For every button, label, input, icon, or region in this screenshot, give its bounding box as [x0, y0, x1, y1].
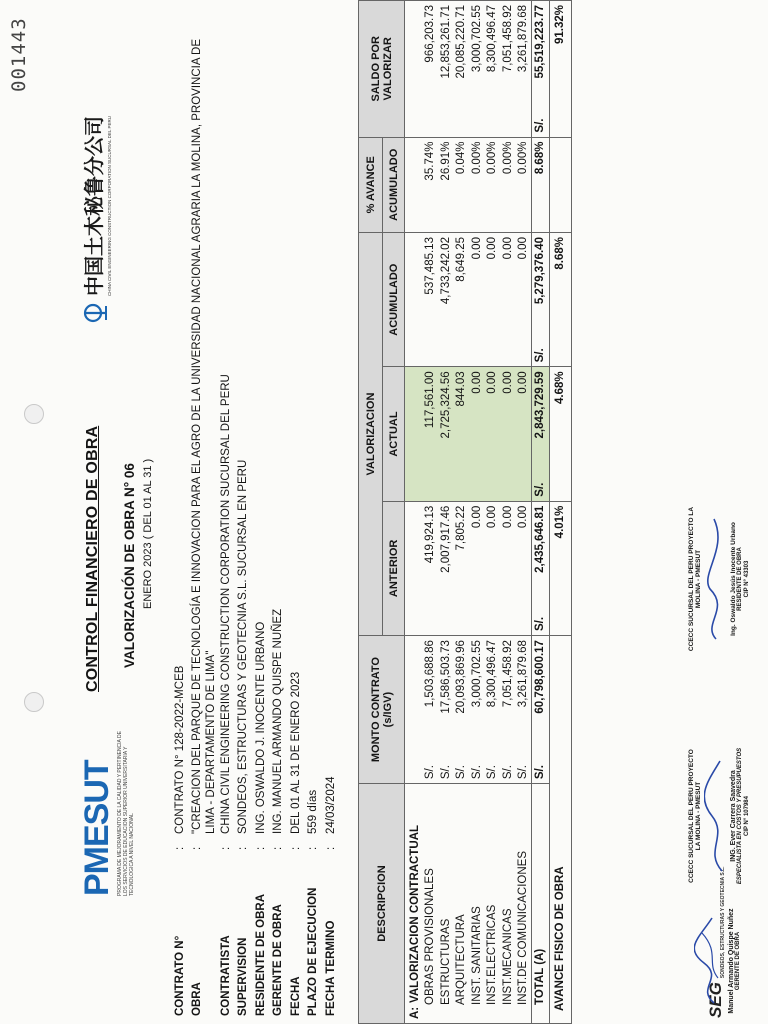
signature-gerente: Manuel Armando Quispe Nuñez GERENTE DE OBRA — [728, 906, 742, 1016]
info-value: 24/03/2024 — [324, 776, 337, 834]
header-anterior: ANTERIOR — [383, 501, 405, 635]
header-acumulado: ACUMULADO — [383, 233, 405, 367]
header-monto: MONTO CONTRATO (s/IGV) — [359, 636, 405, 784]
header-valorizacion: VALORIZACION — [359, 233, 383, 636]
header-saldo: SALDO POR VALORIZAR — [359, 1, 405, 138]
table-row: INST.DE COMUNICACIONES S/. 3,261,879.68 0.00 0.00 0.00 0.00% 3,261,879.68 — [516, 1, 532, 1024]
section-label: A:VALORIZACION CONTRACTUAL — [405, 784, 424, 1024]
info-row-plazo: PLAZO DE EJECUCION : 559 días — [305, 16, 323, 1016]
info-label: RESIDENTE DE OBRA — [254, 893, 267, 1016]
info-value: 559 días — [307, 789, 319, 834]
cce-logo-english: CHINA CIVIL ENGINEERING CONSTRUCTION CORPORATION SUCURSAL DEL PERU — [107, 116, 112, 296]
document-number: 001443 — [8, 17, 30, 92]
table-row: ARQUITECTURA S/. 20,093,869.96 7,805.22 844.03 8,649.25 0.04% 20,085,220.71 — [454, 1, 470, 1024]
info-value: ING. MANUEL ARMANDO QUISPE NUÑEZ — [272, 608, 284, 834]
pmesut-logo-word: PMESUT — [78, 760, 116, 896]
signature-scribble-icon — [704, 756, 728, 876]
page-title: CONTROL FINANCIERO DE OBRA — [84, 425, 101, 692]
info-row-obra: OBRA : "CREACION DEL PARQUE DE TECNOLOGÍA E INNOVACION PARA EL AGRO DE LA UNIVERSIDAD NACIONAL AGRARIA LA MOLINA, PROVINCIA DE LIMA - DEPARTAMENTO DE LIMA" — [190, 16, 218, 1016]
table-row: INST.ELECTRICAS S/. 8,300,496.47 0.00 0.00 0.00 0.00% 8,300,496.47 — [485, 1, 501, 1024]
info-row-fecha: FECHA : DEL 01 AL 31 DE ENERO 2023 — [288, 16, 306, 1016]
info-label: PLAZO DE EJECUCION — [307, 887, 319, 1016]
info-row-gerente: GERENTE DE OBRA : ING. MANUEL ARMANDO QUISPE NUÑEZ — [270, 16, 288, 1016]
info-value: ING. OSWALDO J. INOCENTE URBANO — [254, 621, 267, 834]
info-label: GERENTE DE OBRA — [272, 904, 284, 1016]
section-row — [405, 1, 424, 1024]
info-value: DEL 01 AL 31 DE ENERO 2023 — [289, 671, 302, 834]
signature-scribble-icon — [704, 514, 728, 644]
info-label: CONTRATO N° — [174, 935, 186, 1016]
punch-hole-left — [24, 692, 44, 712]
seg-logo-word: SEG — [706, 982, 725, 1018]
seg-logo-text: SONDEOS, ESTRUCTURAS Y GEOTECNIA S.L. — [720, 866, 726, 979]
valuation-table — [358, 0, 572, 1024]
table-row: INST. SANITARIAS S/. 3,000,702.55 0.00 0.00 0.00 0.00% 3,000,702.55 — [470, 1, 486, 1024]
pmesut-logo-tagline: PROGRAMA DE MEJORAMIENTO DE LA CALIDAD Y PERTINENCIA DE LOS SERVICIOS DE EDUCACION SUPERIOR UNIVERSITARIA Y TECNOLOGICA A NIVEL NACIONAL — [117, 731, 135, 896]
signature-supervisor: CCECC SUCURSAL DEL PERU PROYECTO LA MOLINA - PMESUT ING. Ever Carrera Saavedra ESPECIALISTA EN COSTOS Y PRESUPUESTOS CIP N° 107984 — [688, 747, 750, 885]
table-row: OBRAS PROVISIONALES S/. 1,503,688.86 419,924.13 117,561.00 537,485.13 35.74% 966,203.73 — [423, 1, 439, 1024]
total-row: TOTAL (A) S/. 60,798,600.17 S/. 2,435,646.81 S/. 2,843,729.59 S/. 5,279,376.40 8.68% S/. 55,519,223.77 — [532, 1, 550, 1024]
signature-scribble-icon — [694, 908, 722, 1008]
avance-fisico-row: AVANCE FISICO DE OBRA 4.01% 4.68% 8.68% 91.32% — [550, 1, 572, 1024]
header-actual: ACTUAL — [383, 367, 405, 501]
cce-logo — [78, 116, 112, 324]
info-row-residente: RESIDENTE DE OBRA : ING. OSWALDO J. INOCENTE URBANO — [253, 16, 271, 1016]
contract-info — [172, 16, 340, 1016]
period: ENERO 2023 ( DEL 01 AL 31 ) — [142, 458, 154, 609]
table-row: ESTRUCTURAS S/. 17,586,503.73 2,007,917.46 2,725,324.56 4,733,242.02 26.91% 12,853,261.71 — [439, 1, 455, 1024]
info-value: CHINA CIVIL ENGINEERING CONSTRUCTION CORPORATION SUCURSAL DEL PERU — [219, 374, 232, 834]
info-label: OBRA — [190, 982, 203, 1016]
punch-hole-right — [24, 404, 44, 424]
info-row-contratista: CONTRATISTA : CHINA CIVIL ENGINEERING CONSTRUCTION CORPORATION SUCURSAL DEL PERU — [218, 16, 236, 1016]
cce-emblem-icon — [82, 302, 108, 324]
header-avance-acumulado: ACUMULADO — [383, 137, 405, 232]
info-row-contrato: CONTRATO N° : CONTRATO N° 128-2022-MCEB — [172, 16, 190, 1016]
info-value: CONTRATO N° 128-2022-MCEB — [174, 665, 186, 834]
info-label: FECHA — [289, 976, 302, 1016]
info-value: SONDEOS, ESTRUCTURAS Y GEOTECNIA S.L. SUCURSAL EN PERU — [237, 459, 249, 834]
info-row-supervision: SUPERVISION : SONDEOS, ESTRUCTURAS Y GEOTECNIA S.L. SUCURSAL EN PERU — [235, 16, 253, 1016]
cce-logo-chinese: 中国土木秘鲁分公司 — [82, 116, 106, 296]
signature-residente: CCECC SUCURSAL DEL PERU PROYECTO LA MOLINA - PMESUT Ing. Oswaldo Jesús Inocente Urbano RESIDENTE DE OBRA CIP N° 43303 — [688, 506, 750, 652]
pmesut-logo — [78, 726, 135, 896]
info-row-fecha-termino: FECHA TERMINO : 24/03/2024 — [323, 16, 341, 1016]
info-value: "CREACION DEL PARQUE DE TECNOLOGÍA E INNOVACION PARA EL AGRO DE LA UNIVERSIDAD NACIONAL AGRARIA LA MOLINA, PROVINCIA DE LIMA - DEPARTAMENTO DE LIMA" — [190, 38, 217, 834]
page-subtitle: VALORIZACIÓN DE OBRA N° 06 — [122, 463, 137, 668]
header-descripcion: DESCRIPCION — [359, 784, 405, 1024]
info-label: CONTRATISTA — [219, 935, 232, 1016]
header-avance: % AVANCE — [359, 137, 383, 232]
table-row: INST.MECANICAS S/. 7,051,458.92 0.00 0.00 0.00 0.00% 7,051,458.92 — [501, 1, 517, 1024]
info-label: SUPERVISION — [237, 937, 249, 1016]
info-label: FECHA TERMINO — [324, 920, 337, 1016]
